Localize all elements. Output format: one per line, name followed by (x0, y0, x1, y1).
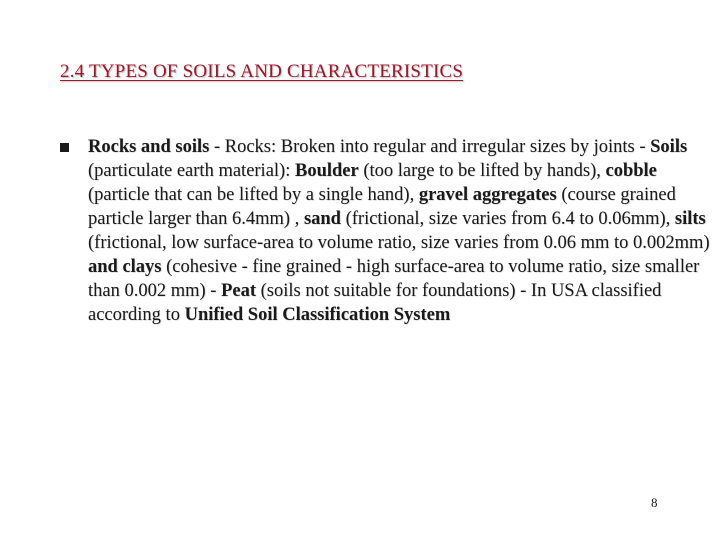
segment-soils-description: (particulate earth material): (88, 161, 295, 181)
segment-peat-description: (soils not suitable for foundations) - In USA classified according to (88, 281, 662, 325)
square-bullet-icon (60, 143, 69, 152)
segment-sand-description: (frictional, size varies from 6.4 to 0.06mm), (340, 209, 675, 229)
segment-cobble-description: (particle that can be lifted by a single hand), (88, 185, 419, 205)
bullet-list (60, 135, 710, 327)
segment-silts: silts (674, 209, 706, 229)
segment-rocks-and-soils: Rocks and soils (88, 137, 210, 157)
segment-cobble: cobble (605, 161, 657, 181)
bullet-item-soil-types (60, 135, 710, 327)
segment-clays-description: (cohesive - fine grained - high surface-area to volume ratio, size smaller than 0.002 mm) - (88, 257, 700, 301)
segment-sand: sand (303, 209, 341, 229)
segment-gravel-aggregates: gravel aggregates (418, 185, 557, 205)
segment-unified-soil-classification-system: Unified Soil Classification System (184, 305, 451, 325)
page-number: 8 (651, 495, 658, 510)
segment-peat: Peat (221, 281, 257, 301)
segment-boulder-description: (too large to be lifted by hands), (358, 161, 606, 181)
slide-title: 2.4 TYPES OF SOILS AND CHARACTERISTICS (60, 61, 464, 82)
segment-boulder: Boulder (294, 161, 359, 181)
segment-and-clays: and clays (88, 257, 162, 277)
segment-rocks-description: - Rocks: Broken into regular and irregular sizes by joints - (209, 137, 651, 157)
segment-silts-description: (frictional, low surface-area to volume ratio, size varies from 0.06 mm to 0.002mm) (88, 233, 710, 253)
segment-gravel-description: (course grained particle larger than 6.4mm) , (88, 185, 676, 229)
segment-soils: Soils (650, 137, 688, 157)
